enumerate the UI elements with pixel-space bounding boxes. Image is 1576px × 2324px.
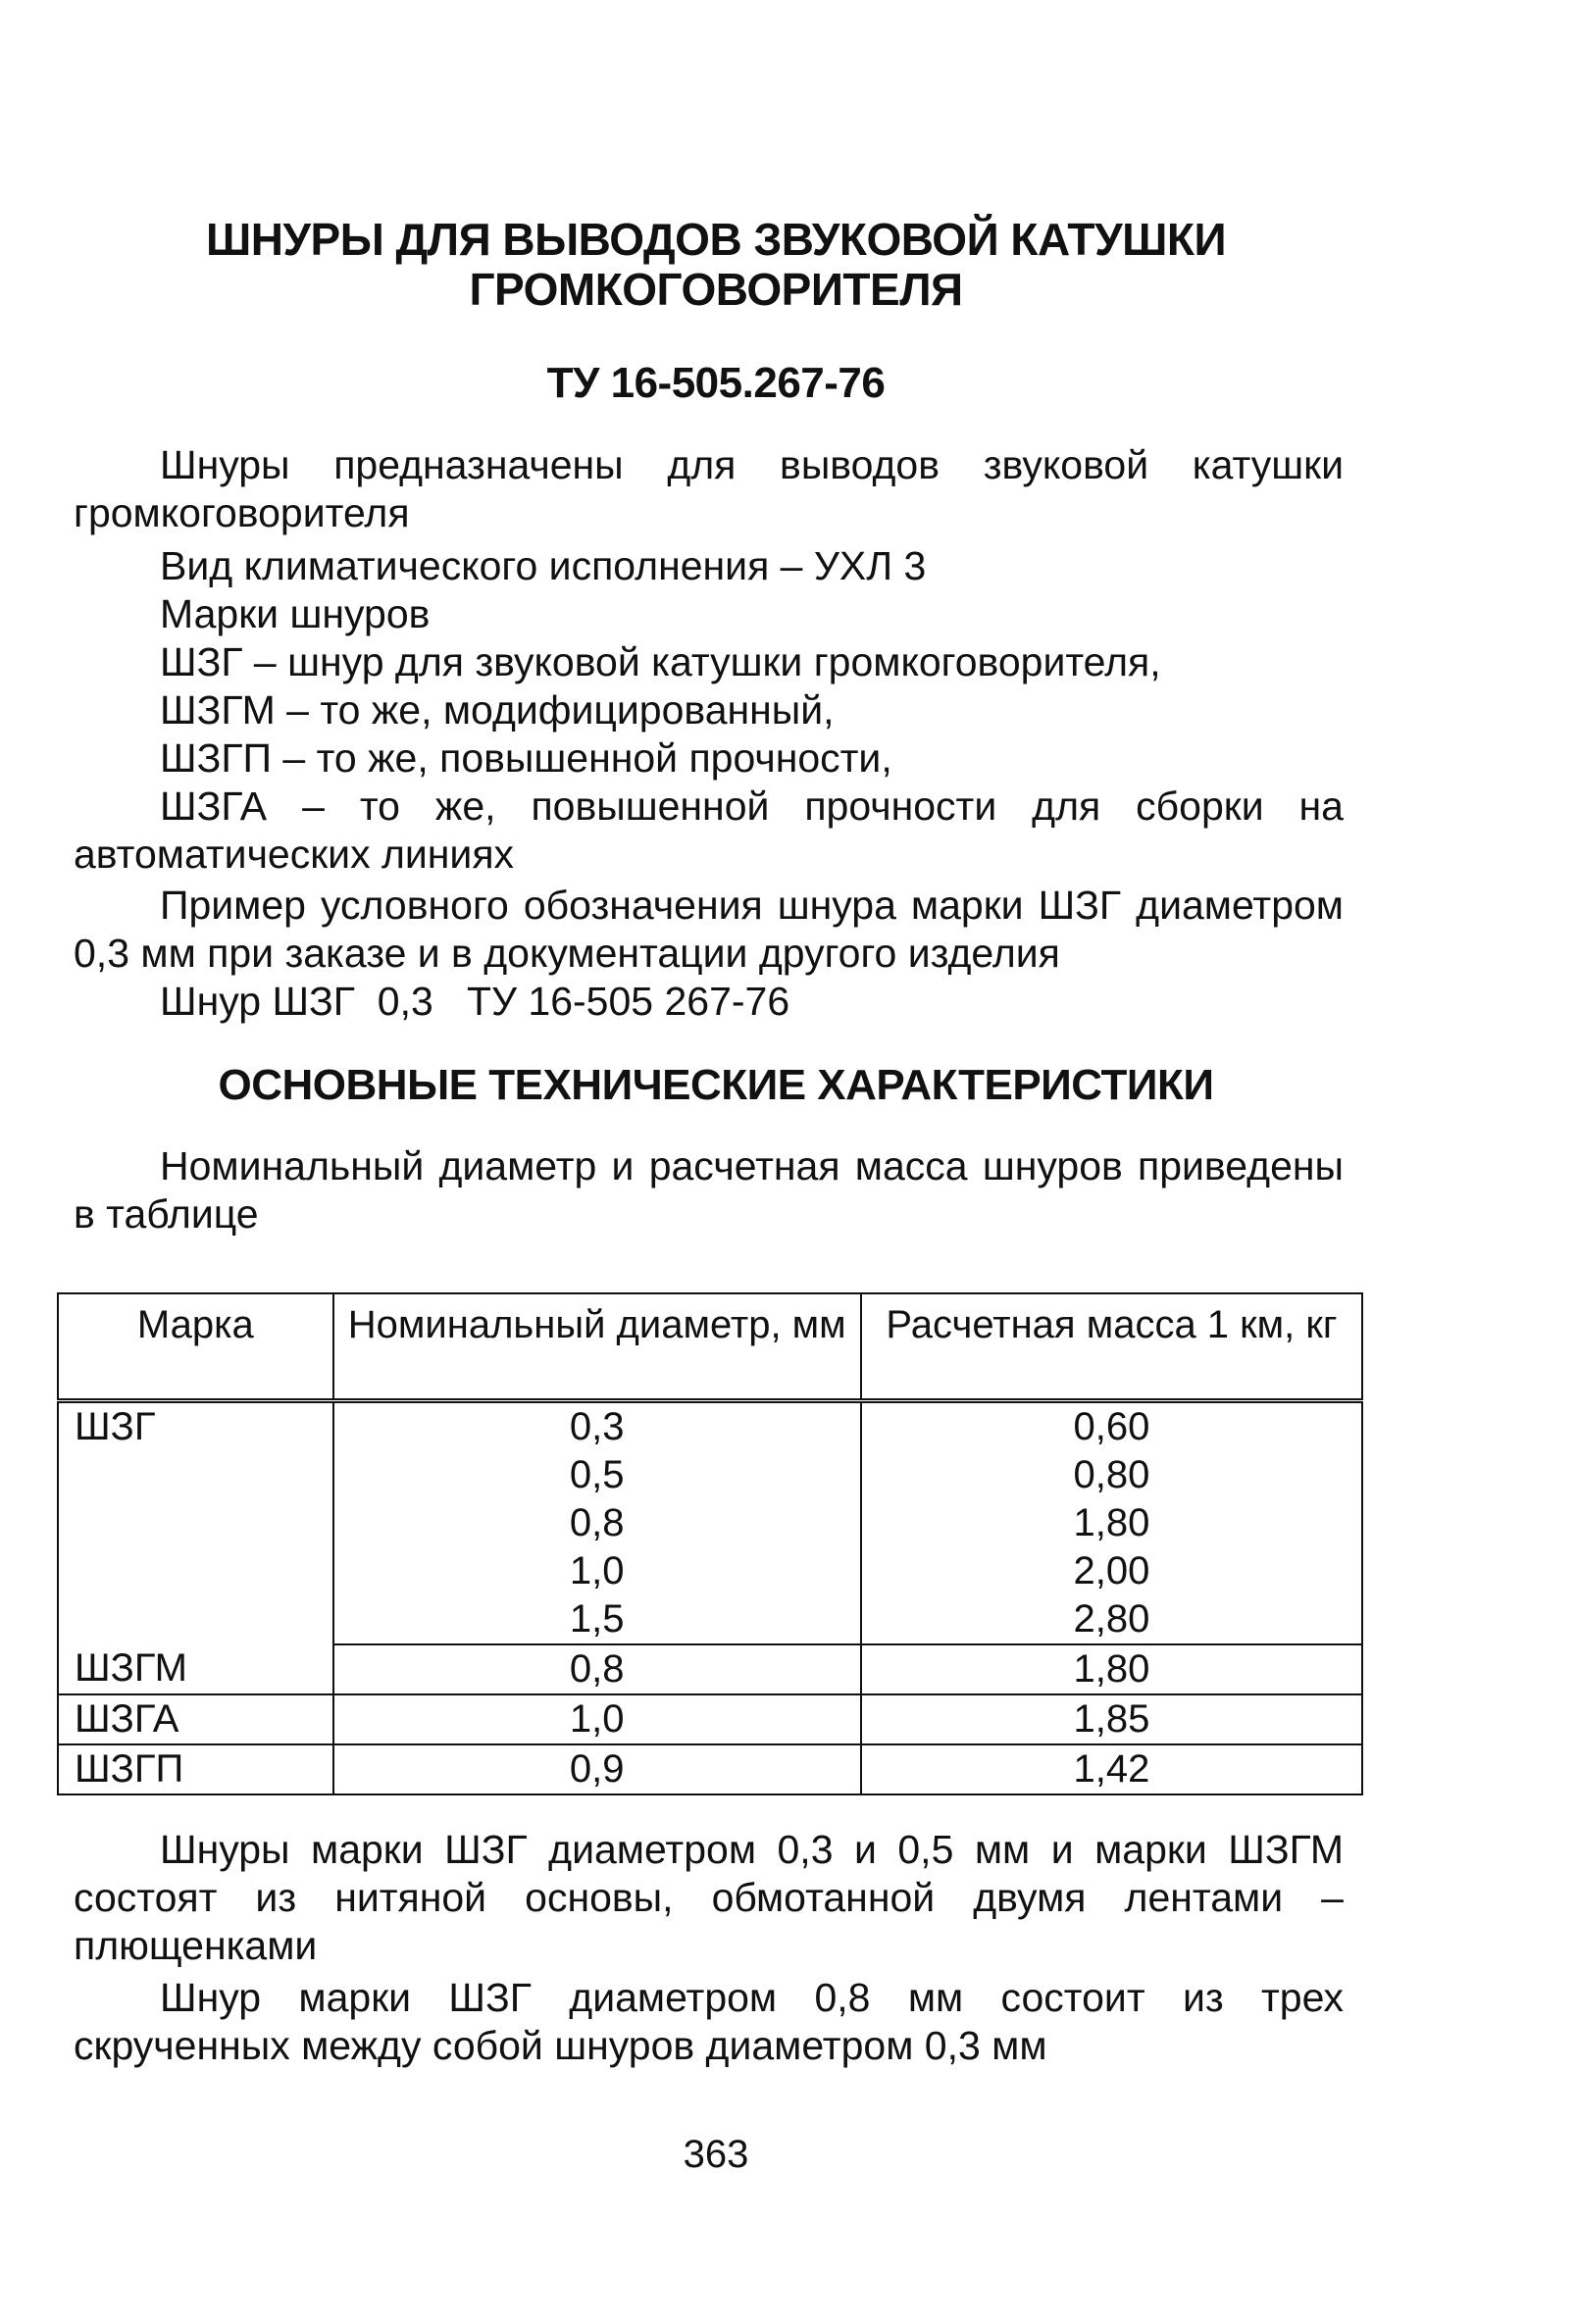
diameter-cell: 0,8 [333,1644,861,1694]
brand-cell: ШЗГ [58,1401,333,1645]
brand-cell: ШЗГМ [58,1644,333,1694]
mass-cell: 2,80 [861,1595,1362,1644]
header-mass: Расчетная масса 1 км, кг [861,1293,1362,1401]
document-title-line1: ШНУРЫ ДЛЯ ВЫВОДОВ ЗВУКОВОЙ КАТУШКИ [205,214,1227,265]
mass-cell: 1,80 [861,1644,1362,1694]
diameter-cell: 0,9 [333,1744,861,1794]
mass-cell: 0,60 [861,1401,1362,1452]
table-header-row [58,1293,1362,1401]
diameter-cell: 0,3 [333,1401,861,1452]
specs-table [57,1292,1363,1795]
brands-heading: Марки шнуров [160,591,431,636]
mass-cell: 1,80 [861,1499,1362,1547]
brand-shzga-paragraph: ШЗГА – то же, повышенной прочности для сборки на автоматических линиях [74,783,1344,877]
brand-cell: ШЗГП [58,1744,333,1794]
diameter-cell: 0,8 [333,1499,861,1547]
diameter-cell: 0,5 [333,1451,861,1499]
example-designation: Шнур ШЗГ 0,3 ТУ 16-505 267-76 [160,979,790,1024]
document-title-line2: ГРОМКОГОВОРИТЕЛЯ [469,264,963,315]
diameter-cell: 1,0 [333,1547,861,1595]
brand-cell: ШЗГА [58,1694,333,1744]
diameter-cell: 1,0 [333,1694,861,1744]
note2-paragraph: Шнур марки ШЗГ диаметром 0,8 мм состоит из трех скрученных между собой шнуров диаметром 0,3 мм [74,1975,1344,2068]
diameter-cell: 1,5 [333,1595,861,1644]
mass-cell: 1,85 [861,1694,1362,1744]
mass-cell: 0,80 [861,1451,1362,1499]
mass-cell: 1,42 [861,1744,1362,1794]
table-row [58,1401,1362,1452]
climate-line: Вид климатического исполнения – УХЛ 3 [160,543,927,588]
example-paragraph: Пример условного обозначения шнура марки ШЗГ диаметром 0,3 мм при заказе и в документации другого изделия [74,883,1344,976]
mass-cell: 2,00 [861,1547,1362,1595]
table-row [58,1694,1362,1744]
header-diameter: Номинальный диаметр, мм [333,1293,861,1401]
section-heading: ОСНОВНЫЕ ТЕХНИЧЕСКИЕ ХАРАКТЕРИСТИКИ [218,1061,1214,1109]
brand-shzgp-line: ШЗГП – то же, повышенной прочности, [160,735,892,781]
brand-shzg-line: ШЗГ – шнур для звуковой катушки громкоговорителя, [160,639,1161,684]
table-intro-paragraph: Номинальный диаметр и расчетная масса шнуров приведены в таблице [74,1143,1344,1237]
brand-shzgm-line: ШЗГМ – то же, модифицированный, [160,687,835,733]
table-row [58,1744,1362,1794]
header-brand: Марка [58,1293,333,1401]
purpose-paragraph: Шнуры предназначены для выводов звуковой катушки громкоговорителя [74,442,1344,535]
standard-number: ТУ 16-505.267-76 [546,359,886,407]
page-number: 363 [683,2133,749,2176]
table-row [58,1644,1362,1694]
note1-paragraph: Шнуры марки ШЗГ диаметром 0,3 и 0,5 мм и марки ШЗГМ состоят из нитяной основы, обмотанной двумя лентами – плющенками [74,1827,1344,1968]
